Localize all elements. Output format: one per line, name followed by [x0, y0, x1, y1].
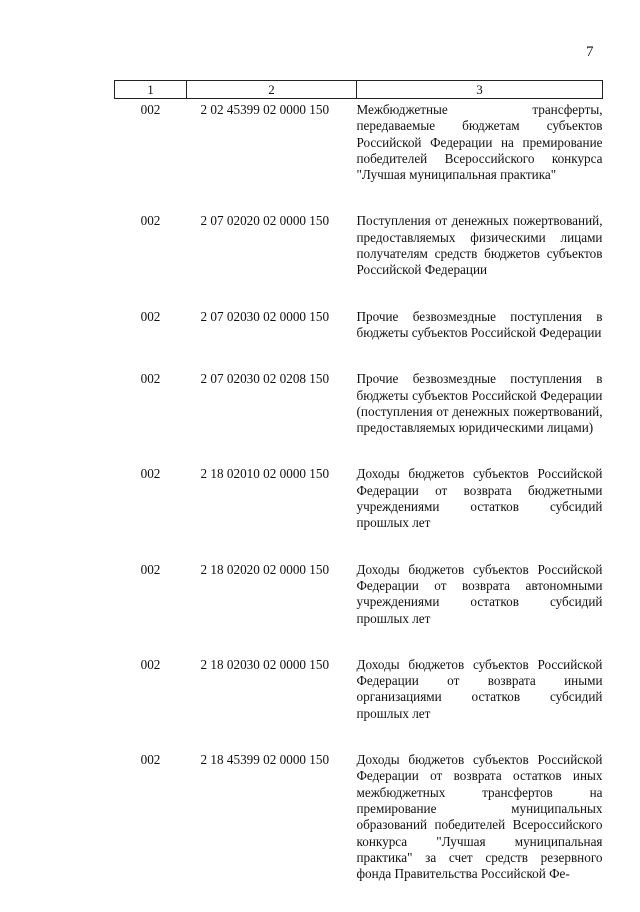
page-number: 7	[586, 44, 594, 60]
admin-code: 002	[140, 466, 161, 482]
column-header-1: 1	[115, 81, 187, 99]
budget-classification-code: 2 07 02030 02 0000 150	[200, 308, 330, 324]
budget-classification-code: 2 18 02010 02 0000 150	[200, 466, 330, 482]
revenue-description: Прочие безвозмездные поступления в бюджеты субъектов Российской Федерации (поступления от денежных пожертвований, предоставляемых юридическими лицами)	[356, 371, 603, 436]
column-header-2: 2	[187, 81, 357, 99]
table-row	[115, 562, 603, 657]
admin-code: 002	[140, 561, 161, 577]
revenue-description: Доходы бюджетов субъектов Российской Федерации от возврата иными организациями остатков субсидий прошлых лет	[356, 656, 603, 721]
revenue-description: Прочие безвозмездные поступления в бюджеты субъектов Российской Федерации	[356, 308, 603, 340]
table-row	[115, 213, 603, 308]
table-row	[115, 752, 603, 912]
table-row	[115, 309, 603, 372]
budget-classification-code: 2 07 02030 02 0208 150	[200, 371, 330, 387]
admin-code: 002	[140, 102, 161, 117]
admin-code: 002	[140, 371, 161, 387]
table-row	[115, 466, 603, 561]
budget-classification-code: 2 07 02020 02 0000 150	[200, 213, 330, 229]
table-row	[115, 99, 603, 214]
budget-classification-code: 2 18 45399 02 0000 150	[200, 752, 330, 768]
revenue-description: Доходы бюджетов субъектов Российской Федерации от возврата бюджетными учреждениями остатков субсидий прошлых лет	[356, 466, 603, 531]
revenue-description: Доходы бюджетов субъектов Российской Федерации от возврата автономными учреждениями остатков субсидий прошлых лет	[356, 561, 603, 626]
admin-code: 002	[140, 213, 161, 229]
table-row	[115, 371, 603, 466]
admin-code: 002	[140, 752, 161, 768]
table-row	[115, 657, 603, 752]
revenue-description: Поступления от денежных пожертвований, предоставляемых физическими лицами получателям средств бюджетов субъектов Российской Федерации	[356, 213, 603, 278]
revenue-description: Доходы бюджетов субъектов Российской Федерации от возврата остатков иных межбюджетных трансфертов на премирование муниципальных образований победителей Всероссийского конкурса "Лучшая муниципальная практика" за счет средств резервного фонда Правительства Российской Фе-	[356, 752, 603, 882]
budget-classification-code: 2 02 45399 02 0000 150	[200, 102, 330, 117]
budget-classification-code: 2 18 02020 02 0000 150	[200, 561, 330, 577]
admin-code: 002	[140, 308, 161, 324]
table-header-row	[115, 81, 603, 99]
budget-classification-code: 2 18 02030 02 0000 150	[200, 656, 330, 672]
revenue-codes-table	[114, 80, 603, 912]
admin-code: 002	[140, 656, 161, 672]
revenue-description: Межбюджетные трансферты, передаваемые бюджетам субъектов Российской Федерации на премирование победителей Всероссийского конкурса "Лучшая муниципальная практика"	[356, 102, 603, 183]
column-header-3: 3	[357, 81, 603, 99]
